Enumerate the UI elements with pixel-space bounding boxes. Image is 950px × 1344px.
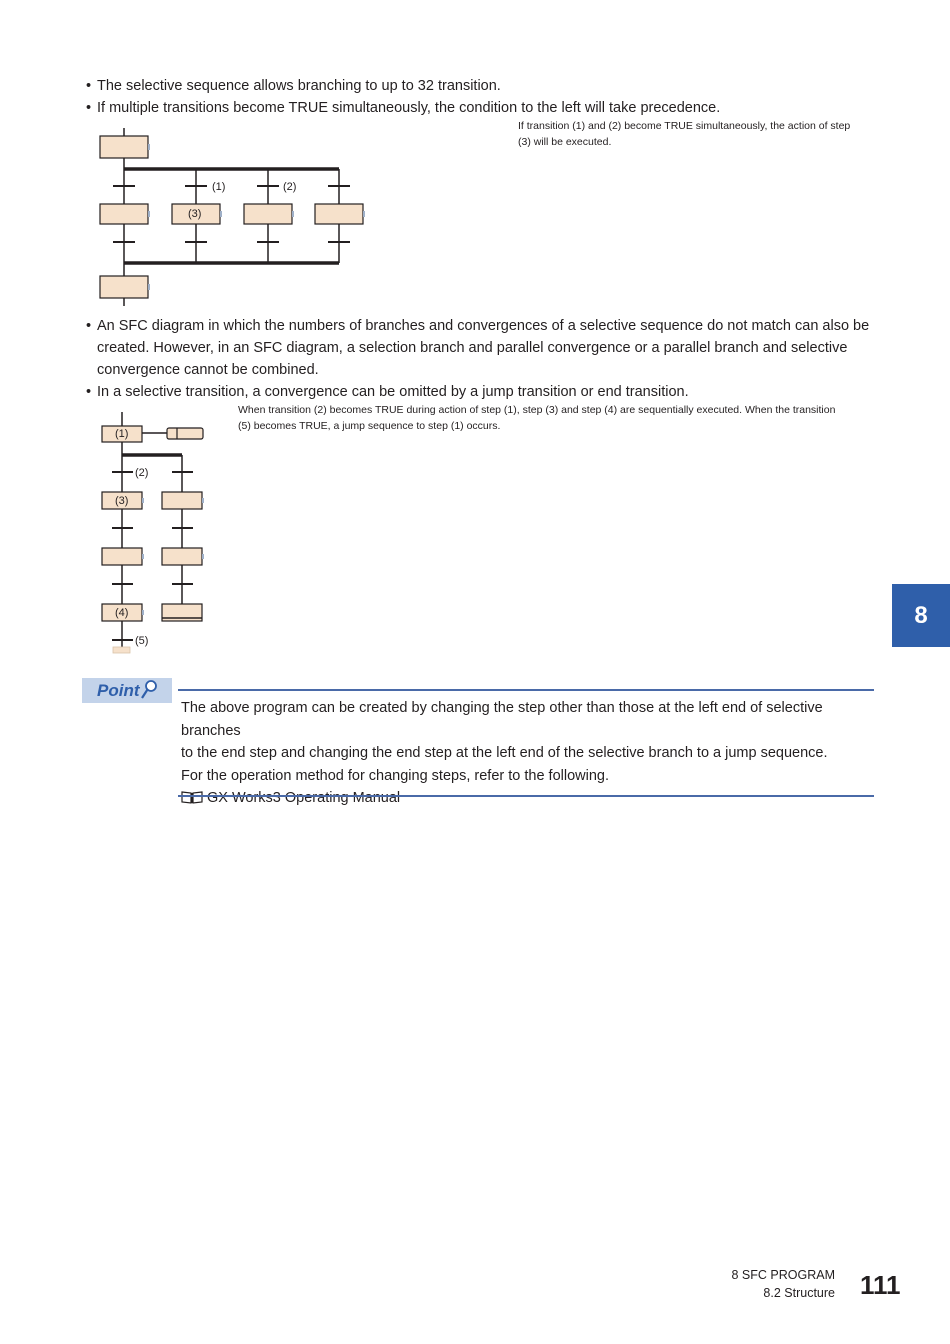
manual-book-icon (181, 790, 203, 804)
bullet-text: An SFC diagram in which the numbers of branches and convergences of a selective sequence do not match can also be created. However, in an SFC diagram, a selection branch and parallel convergence or a parallel branch and selective convergence cannot be combined. (97, 318, 870, 378)
step-label: (3) (188, 208, 202, 220)
manual-link[interactable]: GX Works3 Operating Manual (207, 790, 401, 806)
point-body (181, 697, 881, 810)
point-line: For the operation method for changing steps, refer to the following. (181, 767, 609, 784)
point-bottom-rule (178, 795, 874, 797)
point-top-rule (178, 689, 874, 691)
footer-chapter: 8 SFC PROGRAM (731, 1268, 835, 1282)
bullet-dot: • (86, 384, 92, 400)
sfc-diagram-jump-transition (0, 0, 950, 670)
manual-reference[interactable] (181, 787, 881, 810)
bullet-text: The selective sequence allows branching to up to 32 transition. (97, 78, 501, 94)
transition-label: (5) (135, 635, 149, 647)
point-line: to the end step and changing the end step at the left end of the selective branch to a jump sequence. (181, 745, 828, 761)
chapter-tab[interactable]: 8 (892, 584, 950, 647)
note-line: If transition (1) and (2) become TRUE simultaneously, the action of step (518, 120, 851, 132)
bullet-dot: • (86, 78, 92, 94)
bullet-dot: • (86, 318, 92, 334)
note-line: When transition (2) becomes TRUE during action of step (1), step (3) and step (4) are sequentially executed. When the transition (238, 404, 836, 416)
transition-label: (2) (135, 467, 149, 479)
magnifier-icon (139, 679, 159, 701)
transition-label: (1) (212, 181, 226, 193)
step-label: (1) (115, 428, 129, 440)
step-label: (4) (115, 607, 129, 619)
point-line: The above program can be created by changing the step other than those at the left end of selective branches (181, 700, 823, 739)
page-number: 111 (860, 1270, 901, 1300)
point-badge-label: Point (97, 681, 140, 700)
note-line: (3) will be executed. (518, 136, 612, 148)
bullet-text: In a selective transition, a convergence can be omitted by a jump transition or end transition. (97, 384, 689, 400)
step-label: (3) (115, 495, 129, 507)
bullet-dot: • (86, 100, 92, 116)
footer-section: 8.2 Structure (763, 1286, 835, 1300)
transition-label: (2) (283, 181, 297, 193)
bullet-text: If multiple transitions become TRUE simultaneously, the condition to the left will take precedence. (97, 100, 721, 116)
note-line: (5) becomes TRUE, a jump sequence to step (1) occurs. (238, 420, 501, 432)
